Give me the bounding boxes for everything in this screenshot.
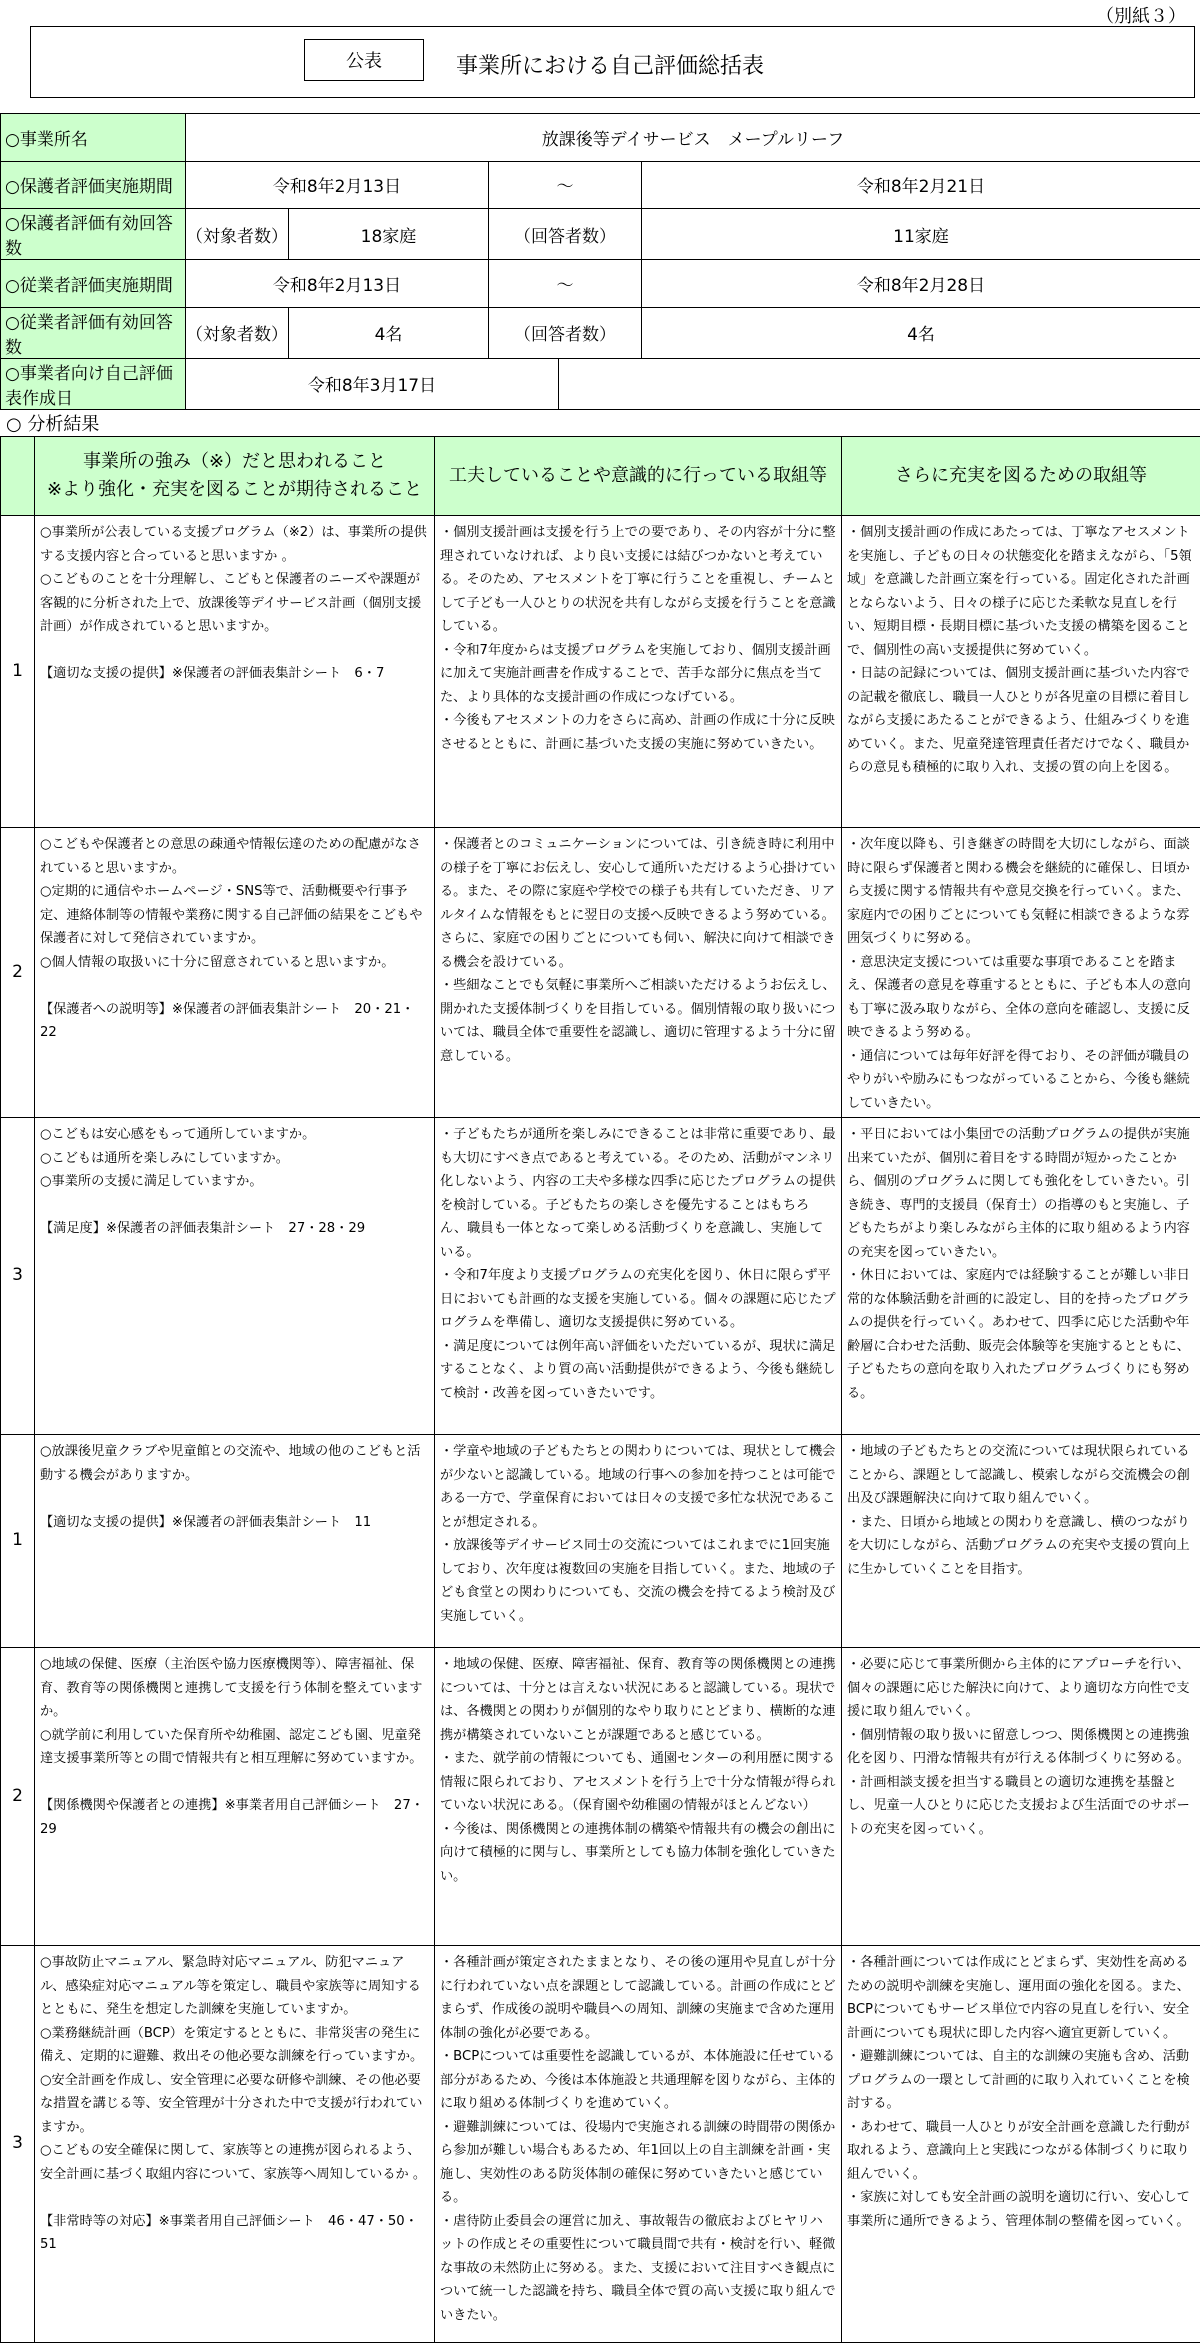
target-count-label: （対象者数） [186,209,289,260]
table-row [1,828,1200,1118]
strength-cell: ○放課後児童クラブや児童館との交流や、地域の他のこどもと活動する機会がありますか。 【適切な支援の提供】※保護者の評価表集計シート 11 [35,1435,435,1648]
analysis-label: ○ 分析結果 [6,414,100,435]
further-cell: ・必要に応じて事業所側から主体的にアプローチを行い、個々の課題に応じた解決に向けて、より適切な方向性で支援に取り組んでいく。 ・個別情報の取り扱いに留意しつつ、関係機関との連携強化を図り、円滑な情報共有が行える体制づくりに努める。 ・計画相談支援を担当する職員との適切な連携を基盤とし、児童一人ひとりに応じた支援および生活面でのサポートの充実を図っていく。 [842,1648,1200,1946]
further-cell: ・次年度以降も、引き継ぎの時間を大切にしながら、面談時に限らず保護者と関わる機会を継続的に確保し、日頃から支援に関する情報共有や意見交換を行っていく。また、家庭内での困りごとについても気軽に相談できるような雰囲気づくりに努める。 ・意思決定支援については重要な事項であることを踏まえ、保護者の意見を尊重するとともに、子ども本人の意向も丁寧に汲み取りながら、全体の意向を確認し、支援に反映できるよう努める。 ・通信については毎年好評を得ており、その評価が職員のやりがいや励みにもつながっていることから、今後も継続していきたい。 [842,828,1200,1118]
parent-period-start: 令和8年2月13日 [186,161,489,209]
effort-cell: ・各種計画が策定されたままとなり、その後の運用や見直しが十分に行われていない点を課題として認識している。計画の作成にとどまらず、作成後の説明や職員への周知、訓練の実施まで含めた運用体制の強化が必要である。 ・BCPについては重要性を認識しているが、本体施設に任せている部分があるため、今後は本体施設と共通理解を図りながら、主体的に取り組める体制づくりを進めていく。 ・避難訓練については、役場内で実施される訓練の時間帯の関係から参加が難しい場合もあるため、年1回以上の自主訓練を計画・実施し、実効性のある防災体制の確保に努めていきたいと感じている。 ・虐待防止委員会の運営に加え、事故報告の徹底およびヒヤリハットの作成とその重要性について職員間で共有・検討を行い、軽微な事故の未然防止に努める。また、支援において注目すべき観点について統一した認識を持ち、職員全体で質の高い支援に取り組んでいきたい。 [435,1946,842,2343]
header-number [1,437,35,516]
strength-cell: ○事故防止マニュアル、緊急時対応マニュアル、防犯マニュアル、感染症対応マニュアル等を策定し、職員や家族等に周知するとともに、発生を想定した訓練を実施していますか。 ○業務継続計画（BCP）を策定するとともに、非常災害の発生に備え、定期的に避難、救出その他必要な訓練を行っていますか。 ○安全計画を作成し、安全管理に必要な研修や訓練、その他必要な措置を講じる等、安全管理が十分された中で支援が行われていますか。 ○こどもの安全確保に関して、家族等との連携が図られるよう、安全計画に基づく取組内容について、家族等へ周知しているか 。 【非常時等の対応】※事業者用自己評価シート 46・47・50・51 [35,1946,435,2343]
analysis-table [0,436,1200,2343]
row-number: 2 [1,828,35,1118]
header-strength: 事業所の強み（※）だと思われること ※より強化・充実を図ることが期待されること [35,437,435,516]
effort-cell: ・個別支援計画は支援を行う上での要であり、その内容が十分に整理されていなければ、より良い支援には結びつかないと考えている。そのため、アセスメントを丁寧に行うことを重視し、チームとして子ども一人ひとりの状況を共有しながら支援を行うことを意識している。 ・令和7年度からは支援プログラムを実施しており、個別支援計画に加えて実施計画書を作成することで、苦手な部分に焦点を当てた、より具体的な支援計画の作成につなげている。 ・今後もアセスメントの力をさらに高め、計画の作成に十分に反映させるとともに、計画に基づいた支援の実施に努めていきたい。 [435,516,842,828]
further-cell: ・各種計画については作成にとどまらず、実効性を高めるための説明や訓練を実施し、運用面の強化を図る。また、BCPについてもサービス単位で内容の見直しを行い、安全計画についても現状に即した内容へ適宜更新していく。 ・避難訓練については、自主的な訓練の実施も含め、活動プログラムの一環として計画的に取り入れていくことを検討する。 ・あわせて、職員一人ひとりが安全計画を意識した行動が取れるよう、意識向上と実践につながる体制づくりに取り組んでいく。 ・家族に対しても安全計画の説明を適切に行い、安心して事業所に通所できるよう、管理体制の整備を図っていく。 [842,1946,1200,2343]
row-number: 1 [1,1435,35,1648]
strength-cell: ○こどもや保護者との意思の疎通や情報伝達のための配慮がなされていると思いますか。 ○定期的に通信やホームページ・SNS等で、活動概要や行事予定、連絡体制等の情報や業務に関する自己評価の結果をこどもや保護者に対して発信されていますか。 ○個人情報の取扱いに十分に留意されていると思いますか。 【保護者への説明等】※保護者の評価表集計シート 20・21・22 [35,828,435,1118]
header-box [30,26,1195,98]
staff-period-start: 令和8年2月13日 [186,260,489,308]
annex-label: （別紙３） [1096,6,1186,27]
parent-period-label: ○保護者評価実施期間 [1,161,186,209]
header-further: さらに充実を図るための取組等 [842,437,1200,516]
page-title: 事業所における自己評価総括表 [456,54,765,79]
strength-cell: ○地域の保健、医療（主治医や協力医療機関等）、障害福祉、保育、教育等の関係機関と連携して支援を行う体制を整えていますか。 ○就学前に利用していた保育所や幼稚園、認定こども園、児童発達支援事業所等との間で情報共有と相互理解に努めていますか。 【関係機関や保護者との連携】※事業者用自己評価シート 27・29 [35,1648,435,1946]
staff-target-count: 4名 [289,307,489,358]
effort-cell: ・保護者とのコミュニケーションについては、引き続き時に利用中の様子を丁寧にお伝えし、安心して通所いただけるよう心掛けている。また、その際に家庭や学校での様子も共有していただき、リアルタイムな情報をもとに翌日の支援へ反映できるよう努めている。さらに、家庭での困りごとについても伺い、解決に向けて相談できる機会を設けている。 ・些細なことでも気軽に事業所へご相談いただけるようお伝えし、開かれた支援体制づくりを目指している。個別情報の取り扱いについては、職員全体で重要性を認識し、適切に管理するよう十分に留意している。 [435,828,842,1118]
effort-cell: ・地域の保健、医療、障害福祉、保育、教育等の関係機関との連携については、十分とは言えない状況にあると認識している。現状では、各機関との関わりが個別的なやり取りにとどまり、横断的な連携が構築されていないことが課題であると感じている。 ・また、就学前の情報についても、通園センターの利用歴に関する情報に限られており、アセスメントを行う上で十分な情報が得られていない状況にある。（保育園や幼稚園の情報がほとんどない） ・今後は、関係機関との連携体制の構築や情報共有の機会の創出に向けて積極的に関与し、事業所としても協力体制を強化していきたい。 [435,1648,842,1946]
further-cell: ・平日においては小集団での活動プログラムの提供が実施出来ていたが、個別に着目をする時間が短かったことから、個別のプログラムに関しても強化をしていきたい。引き続き、専門的支援員（保育士）の指導のもと実施し、子どもたちがより楽しみながら主体的に取り組めるよう内容の充実を図っていきたい。 ・休日においては、家庭内では経験することが難しい非日常的な体験活動を計画的に設定し、目的を持ったプログラムの提供を行っていく。あわせて、四季に応じた活動や年齢層に合わせた活動、販売会体験等を実施するとともに、子どもたちの意向を取り入れたプログラムづくりにも努める。 [842,1118,1200,1435]
staff-period-end: 令和8年2月28日 [642,260,1200,308]
strength-cell: ○事業所が公表している支援プログラム（※2）は、事業所の提供する支援内容と合っていると思いますか 。 ○こどものことを十分理解し、こどもと保護者のニーズや課題が客観的に分析された上で、放課後等デイサービス計画（個別支援計画）が作成されていると思いますか。 【適切な支援の提供】※保護者の評価表集計シート 6・7 [35,516,435,828]
office-name: 放課後等デイサービス メープルリーフ [186,114,1200,162]
info-table [0,113,1200,410]
answer-count-label: （回答者数） [489,307,642,358]
tilde: ～ [489,260,642,308]
parent-answer-count: 11家庭 [642,209,1200,260]
strength-cell: ○こどもは安心感をもって通所していますか。 ○こどもは通所を楽しみにしていますか。 ○事業所の支援に満足していますか。 【満足度】※保護者の評価表集計シート 27・28・29 [35,1118,435,1435]
staff-answer-count: 4名 [642,307,1200,358]
parent-period-end: 令和8年2月21日 [642,161,1200,209]
header-effort: 工夫していることや意識的に行っている取組等 [435,437,842,516]
table-row [1,1648,1200,1946]
created-date: 令和8年3月17日 [186,358,559,409]
parent-responses-label: ○保護者評価有効回答数 [1,209,186,260]
table-row [1,1946,1200,2343]
created-date-label: ○事業者向け自己評価表作成日 [1,358,186,409]
answer-count-label: （回答者数） [489,209,642,260]
table-row [1,1118,1200,1435]
parent-target-count: 18家庭 [289,209,489,260]
row-number: 3 [1,1946,35,2343]
staff-period-label: ○従業者評価実施期間 [1,260,186,308]
tilde: ～ [489,161,642,209]
table-row [1,1435,1200,1648]
further-cell: ・地域の子どもたちとの交流については現状限られていることから、課題として認識し、模索しながら交流機会の創出及び課題解決に向けて取り組んでいく。 ・また、日頃から地域との関わりを意識し、横のつながりを大切にしながら、活動プログラムの充実や支援の質向上に生かしていくことを目指す。 [842,1435,1200,1648]
office-label: ○事業所名 [1,114,186,162]
further-cell: ・個別支援計画の作成にあたっては、丁寧なアセスメントを実施し、子どもの日々の状態変化を踏まえながら、「5領域」を意識した計画立案を行っている。固定化された計画とならないよう、日々の様子に応じた柔軟な見直しを行い、短期目標・長期目標に基づいた支援の構築を図ることで、個別性の高い支援提供に努めていく。 ・日誌の記録については、個別支援計画に基づいた内容での記載を徹底し、職員一人ひとりが各児童の目標に着目しながら支援にあたることができるよう、仕組みづくりを進めていく。また、児童発達管理責任者だけでなく、職員からの意見も積極的に取り入れ、支援の質の向上を図る。 [842,516,1200,828]
effort-cell: ・子どもたちが通所を楽しみにできることは非常に重要であり、最も大切にすべき点であると考えている。そのため、活動がマンネリ化しないよう、内容の工夫や多様な四季に応じたプログラムの提供を検討している。子どもたちの楽しさを優先することはもちろん、職員も一体となって楽しめる活動づくりを意識し、実施している。 ・令和7年度より支援プログラムの充実化を図り、休日に限らず平日においても計画的な支援を実施している。個々の課題に応じたプログラムを準備し、適切な支援提供に努めている。 ・満足度については例年高い評価をいただいているが、現状に満足することなく、より質の高い活動提供ができるよう、今後も継続して検討・改善を図っていきたいです。 [435,1118,842,1435]
effort-cell: ・学童や地域の子どもたちとの関わりについては、現状として機会が少ないと認識している。地域の行事への参加を持つことは可能である一方で、学童保育においては日々の支援で多忙な状況であることが想定される。 ・放課後等デイサービス同士の交流についてはこれまでに1回実施しており、次年度は複数回の実施を目指していく。また、地域の子ども食堂との関わりについても、交流の機会を持てるよう検討及び実施していく。 [435,1435,842,1648]
table-row [1,516,1200,828]
row-number: 1 [1,516,35,828]
staff-responses-label: ○従業者評価有効回答数 [1,307,186,358]
row-number: 2 [1,1648,35,1946]
target-count-label: （対象者数） [186,307,289,358]
row-number: 3 [1,1118,35,1435]
empty-cell [559,358,1200,409]
public-badge: 公表 [304,39,424,81]
